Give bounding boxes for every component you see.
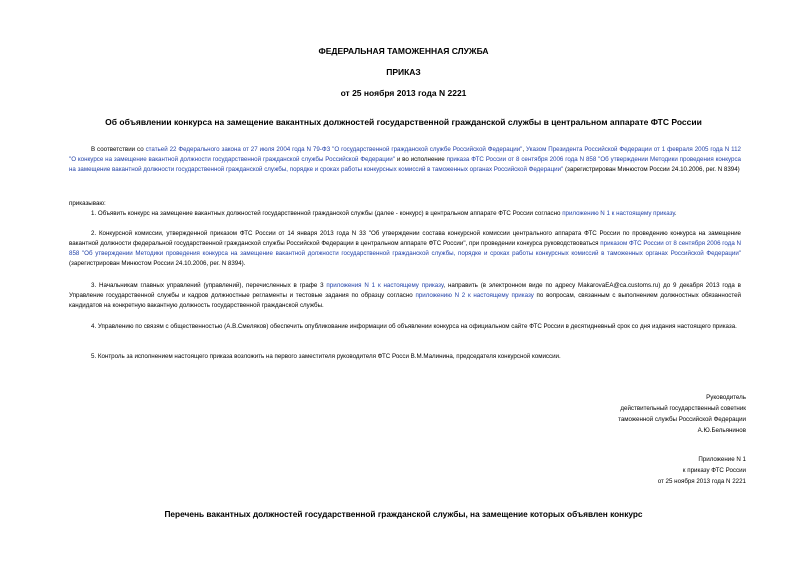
signature-name: А.Ю.Бельянинов: [697, 427, 746, 434]
order-858-link[interactable]: приказа ФТС России от 8 сентября 2006 года N 858 "Об утверждении Методики проведения конкурса на замещение вакантной должности государственной гражданской службы, порядке и сроках работы конкурсных комиссий в таможенных органах Российской Федерации": [69, 155, 741, 173]
preamble-text: (зарегистрирован Минюстом России 24.10.2006, рег. N 8394): [563, 165, 740, 173]
appendix-ref: к приказу ФТС России: [682, 466, 746, 474]
item-text: (зарегистрирован Минюстом России 24.10.2006, рег. N 8394).: [69, 259, 246, 267]
preamble-text: В соответствии со: [91, 146, 146, 153]
org-title: ФЕДЕРАЛЬНАЯ ТАМОЖЕННАЯ СЛУЖБА: [318, 46, 489, 56]
appendix-1-link-2[interactable]: приложения N 1 к настоящему приказу: [326, 282, 444, 289]
doc-type: ПРИКАЗ: [386, 67, 421, 77]
item-1: [69, 209, 741, 219]
signature-block: [618, 392, 746, 436]
item-text: по вопросам, связанным с выполнением должностных обязанностей кандидатов на конкретную вакантную должность государственной гражданской службы.: [69, 291, 742, 309]
item-2: [69, 229, 741, 269]
doc-subject: Об объявлении конкурса на замещение вакантных должностей государственной гражданской службы в центральном аппарате ФТС России: [105, 117, 702, 127]
appendix-date: от 25 ноября 2013 года N 2221: [657, 477, 746, 485]
item-text: , направить (в электронном виде по адресу MakarovaEA@ca.customs.ru) до 9 декабря 2013 года в Управление государственной службы и кадров должностные регламенты и тестовые задания по образцу согласно: [69, 282, 741, 299]
item-3: [69, 281, 741, 311]
signature-rank-cont: таможенной службы Российской Федерации: [618, 416, 746, 423]
item-text: 1. Объявить конкурс на замещение вакантных должностей государственной гражданской службы (далее - конкурс) в центральном аппарате ФТС России согласно: [91, 210, 563, 217]
item-text: 3. Начальникам главных управлений (управлений), перечисленных в графе 3: [91, 282, 327, 289]
preamble-paragraph: [69, 145, 741, 175]
item-5: 5. Контроль за исполнением настоящего приказа возложить на первого заместителя руководителя ФТС Росси В.М.Малинина, председателя конкурсной комиссии.: [91, 353, 561, 360]
appendix-2-link[interactable]: приложению N 2 к настоящему приказу: [415, 291, 534, 299]
signature-rank: действительный государственный советник: [620, 405, 746, 412]
decree-link[interactable]: Указом Президента Российской Федерации от 1 февраля 2005 года N 112 "О конкурсе на замещение вакантной должности государственной гражданской службы Российской Федерации": [69, 146, 741, 163]
preamble-text: ,: [522, 146, 527, 153]
preamble-text: и во исполнение: [394, 155, 447, 163]
appendix-header: [658, 455, 746, 487]
item-text: .: [674, 210, 677, 217]
item-4: 4. Управлению по связям с общественностью (А.В.Смеляков) обеспечить опубликование информации об объявлении конкурса на официальном сайте ФТС России в десятидневный срок со дня издания настоящего приказа.: [91, 323, 737, 330]
appendix-number: Приложение N 1: [698, 456, 746, 463]
appendix-title: Перечень вакантных должностей государственной гражданской службы, на замещение которых объявлен конкурс: [164, 509, 643, 519]
order-858-link-2[interactable]: приказом ФТС России от 8 сентября 2006 года N 858 "Об утверждении Методики проведения конкурса на замещение вакантной должности государственной гражданской службы, порядке и сроках работы конкурсных комиссий в таможенных органах Российской Федерации": [69, 239, 742, 257]
doc-date-number: от 25 ноября 2013 года N 2221: [340, 88, 467, 98]
law-link[interactable]: статьей 22 Федерального закона от 27 июля 2004 года N 79-ФЗ "О государственной гражданской службе Российской Федерации": [145, 146, 523, 153]
order-word: приказываю:: [69, 200, 106, 207]
signature-position: Руководитель: [706, 394, 746, 401]
item-text: 2. Конкурсной комиссии, утвержденной приказом ФТС России от 14 января 2013 года N 33 "Об утверждении состава конкурсной комиссии центрального аппарата ФТС России по проведению конкурса на замещение вакантной должности федеральной государственной гражданской службы Российской Федерации в центральном аппарате ФТС России", при проведении конкурса руководствоваться: [69, 230, 741, 247]
appendix-1-link[interactable]: приложению N 1 к настоящему приказу: [562, 210, 675, 217]
